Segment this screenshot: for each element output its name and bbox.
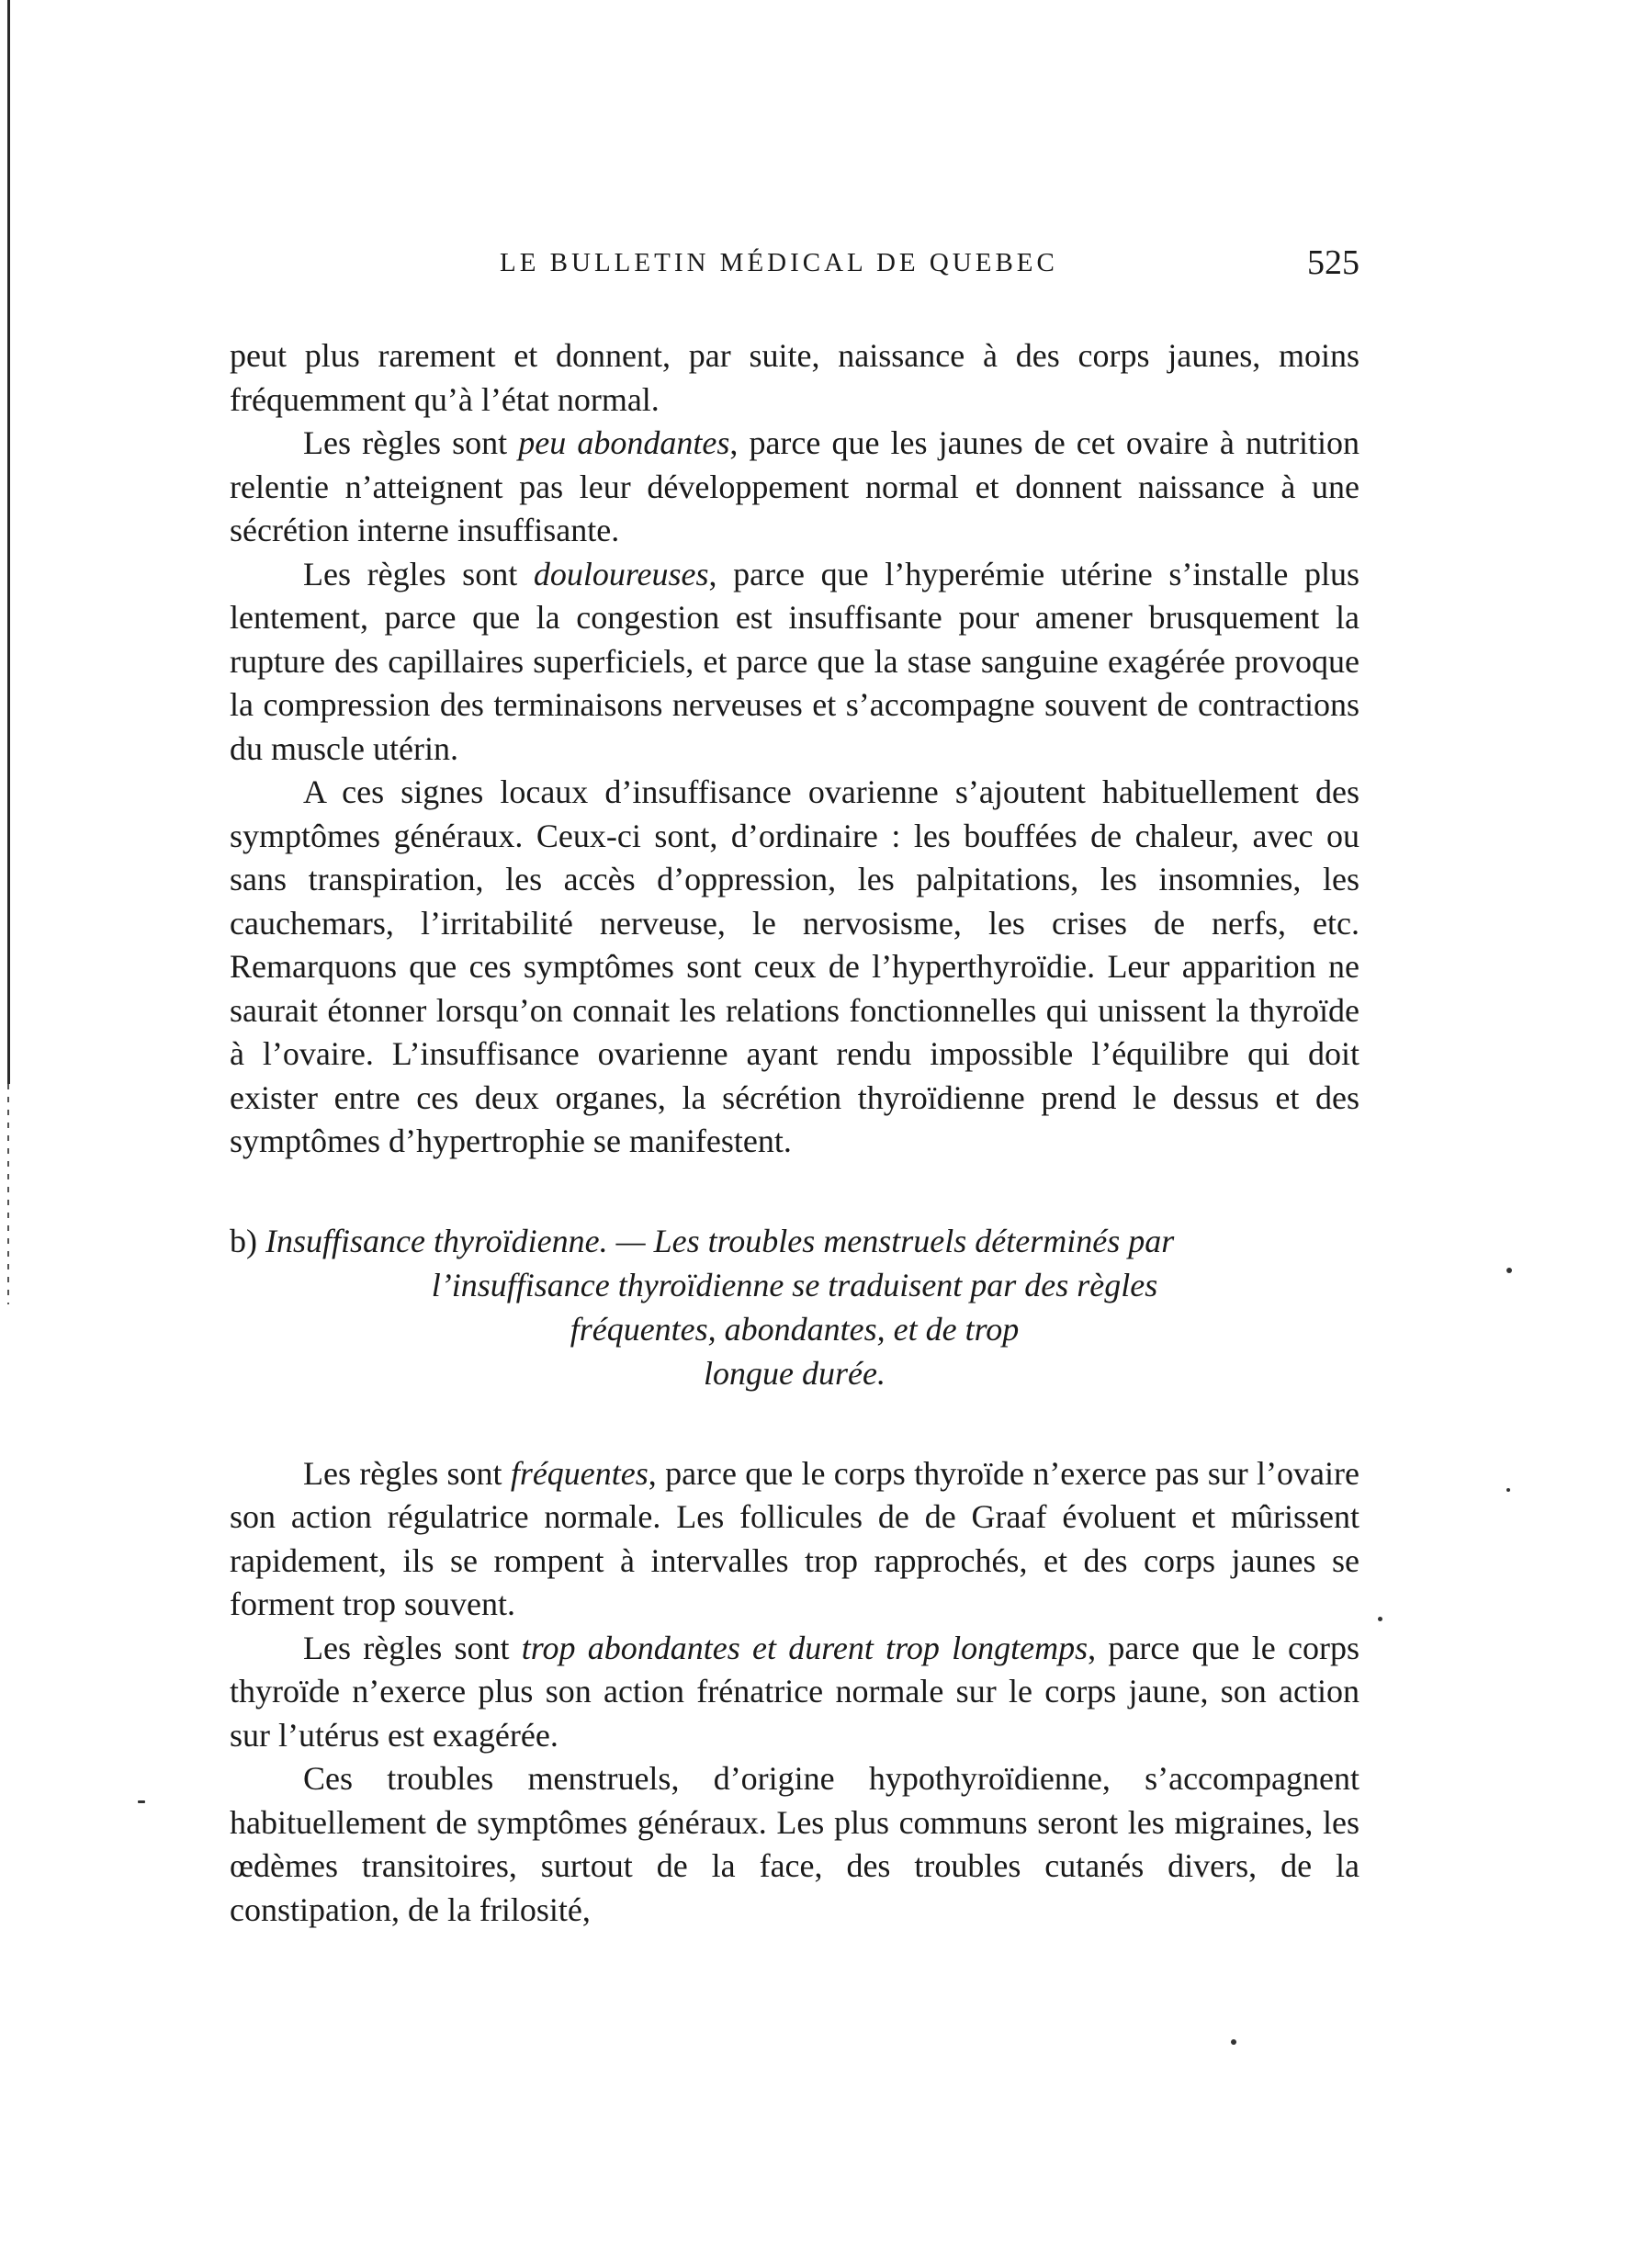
paragraph-hypothyroidienne: Ces troubles menstruels, d’origine hypothyroïdienne, s’accompagnent habituellement de symptômes généraux. Les plus communs seront les migraines, les œdèmes transitoires, surtout de la face, des troubles cutanés divers, de la constipation, de la frilosité, [230,1760,1359,1928]
text-run: , parce que l’hyperémie utérine s’installe plus lentement, parce que la congestion est insuffisante pour amener brusquement la rupture des capillaires superficiels, et parce que la stase sanguine exagérée provoque la compression des terminaisons nerveuses et s’accompagne souvent de contractions du muscle utérin. [230,555,1359,767]
paragraph-peu-abondantes [230,422,1359,553]
paragraph-symptomes-generaux: A ces signes locaux d’insuffisance ovarienne s’ajoutent habituellement des symptômes généraux. Ceux-ci sont, d’ordinaire : les bouffées de chaleur, avec ou sans transpiration, les accès d’oppression, les palpitations, les insomnies, les cauchemars, l’irritabilité nerveuse, le nervosisme, les crises de nerfs, etc. Remarquons que ces symptômes sont ceux de l’hyperthyroïdie. Leur apparition ne saurait étonner lorsqu’on connait les relations fonctionnelles qui unissent la thyroïde à l’ovaire. L’insuffisance ovarienne ayant rendu impossible l’équilibre qui doit exister entre ces deux organes, la sécrétion thyroïdienne prend le dessus et des symptômes d’hypertrophie se manifestent. [230,773,1359,1159]
heading-text: Insuffisance thyroïdienne. — Les troubles menstruels déterminés par [265,1222,1175,1259]
page-edge [7,0,10,1084]
heading-line-1 [230,1219,1359,1263]
text-run: Les règles sont [303,1454,511,1492]
text-run: Les règles sont [303,424,519,461]
heading-line-4: longue durée. [704,1354,886,1392]
paragraph-douloureuses [230,553,1359,772]
paragraph-continuation: peut plus rarement et donnent, par suite, naissance à des corps jaunes, moins fréquemment qu’à l’état normal. [230,337,1359,418]
heading-line-3: fréquentes, abondantes, et de trop [570,1310,1020,1348]
paragraph-trop-abondantes [230,1627,1359,1758]
article-body [230,334,1359,1932]
emphasis: peu abondantes [518,424,730,461]
section-label: b) [230,1222,257,1259]
scan-speck [1378,1617,1382,1621]
text-run: Les règles sont [303,1629,522,1666]
scan-speck [1506,1268,1512,1273]
page-edge-dotted [7,1084,9,1304]
text-run: Les règles sont [303,555,534,592]
text-run: , parce que le corps thyroïde n’exerce plus son action frénatrice normale sur le corps jaune, son action sur l’utérus est exagérée. [230,1629,1360,1754]
paragraph-frequentes [230,1452,1359,1627]
running-title: LE BULLETIN MÉDICAL DE QUEBEC [500,248,1058,277]
emphasis: trop abondantes et durent trop longtemps [521,1629,1089,1666]
section-heading-b [230,1219,1359,1395]
emphasis: fréquentes [510,1454,649,1492]
text-run: , parce que les jaunes de cet ovaire à nutrition relentie n’atteignent pas leur développement normal et donnent naissance à une sécrétion interne insuffisante. [230,424,1359,548]
page-number: 525 [1307,243,1359,282]
page-header [230,243,1359,285]
scan-speck [1506,1488,1510,1492]
scan-speck [1231,2039,1236,2045]
heading-line-2: l’insuffisance thyroïdienne se traduisent par des règles [431,1266,1158,1303]
scan-speck [138,1800,145,1803]
emphasis: douloureuses [533,555,709,592]
text-run: , parce que le corps thyroïde n’exerce pas sur l’ovaire son action régulatrice normale. Les follicules de de Graaf évoluent et mûrissent rapidement, ils se rompent à intervalles trop rapprochés, et des corps jaunes se forment trop souvent. [230,1454,1359,1622]
